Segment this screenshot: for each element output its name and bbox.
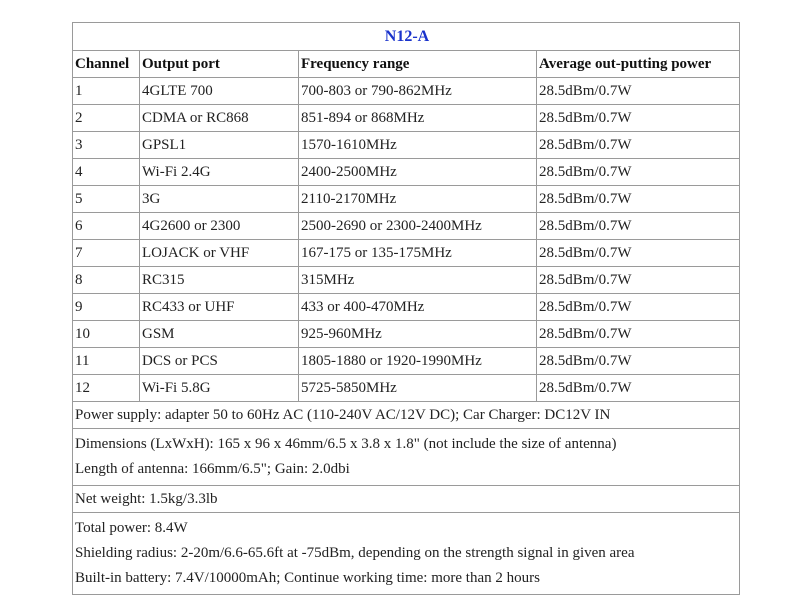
header-channel: Channel [73, 51, 140, 78]
table-row [73, 375, 740, 402]
channel-cell: 9 [73, 294, 140, 321]
frequency-cell: 167-175 or 135-175MHz [299, 240, 537, 267]
port-cell: RC433 or UHF [140, 294, 299, 321]
frequency-cell: 925-960MHz [299, 321, 537, 348]
power-cell: 28.5dBm/0.7W [537, 159, 740, 186]
table-row [73, 213, 740, 240]
frequency-cell: 700-803 or 790-862MHz [299, 78, 537, 105]
frequency-cell: 433 or 400-470MHz [299, 294, 537, 321]
dimensions-row [73, 429, 740, 486]
frequency-cell: 851-894 or 868MHz [299, 105, 537, 132]
power-cell: 28.5dBm/0.7W [537, 213, 740, 240]
table-row [73, 240, 740, 267]
port-cell: RC315 [140, 267, 299, 294]
table-row [73, 159, 740, 186]
table-row [73, 267, 740, 294]
table-row [73, 105, 740, 132]
net-weight-row [73, 486, 740, 513]
header-row [73, 51, 740, 78]
spec-table [72, 22, 740, 595]
table-row [73, 186, 740, 213]
power-cell: 28.5dBm/0.7W [537, 321, 740, 348]
port-cell: Wi-Fi 5.8G [140, 375, 299, 402]
table-title: N12-A [73, 23, 740, 51]
power-cell: 28.5dBm/0.7W [537, 267, 740, 294]
frequency-cell: 1805-1880 or 1920-1990MHz [299, 348, 537, 375]
channel-cell: 7 [73, 240, 140, 267]
header-frequency-range: Frequency range [299, 51, 537, 78]
port-cell: GPSL1 [140, 132, 299, 159]
power-cell: 28.5dBm/0.7W [537, 132, 740, 159]
battery-note: Built-in battery: 7.4V/10000mAh; Continue working time: more than 2 hours [75, 570, 540, 586]
power-cell: 28.5dBm/0.7W [537, 375, 740, 402]
port-cell: 4GLTE 700 [140, 78, 299, 105]
channel-cell: 8 [73, 267, 140, 294]
frequency-cell: 2500-2690 or 2300-2400MHz [299, 213, 537, 240]
port-cell: LOJACK or VHF [140, 240, 299, 267]
power-supply-row [73, 402, 740, 429]
power-cell: 28.5dBm/0.7W [537, 348, 740, 375]
port-cell: GSM [140, 321, 299, 348]
port-cell: 4G2600 or 2300 [140, 213, 299, 240]
power-battery-cell [73, 513, 740, 595]
frequency-cell: 1570-1610MHz [299, 132, 537, 159]
shielding-note: Shielding radius: 2-20m/6.6-65.6ft at -75dBm, depending on the strength signal in given area [75, 545, 635, 561]
net-weight-note: Net weight: 1.5kg/3.3lb [73, 486, 740, 513]
header-average-power: Average out-putting power [537, 51, 740, 78]
power-cell: 28.5dBm/0.7W [537, 294, 740, 321]
frequency-cell: 315MHz [299, 267, 537, 294]
channel-cell: 2 [73, 105, 140, 132]
title-row [73, 23, 740, 51]
channel-cell: 12 [73, 375, 140, 402]
channel-cell: 4 [73, 159, 140, 186]
table-row [73, 294, 740, 321]
channel-cell: 3 [73, 132, 140, 159]
channel-cell: 1 [73, 78, 140, 105]
power-supply-note: Power supply: adapter 50 to 60Hz AC (110-240V AC/12V DC); Car Charger: DC12V IN [73, 402, 740, 429]
table-row [73, 348, 740, 375]
header-output-port: Output port [140, 51, 299, 78]
port-cell: 3G [140, 186, 299, 213]
power-cell: 28.5dBm/0.7W [537, 105, 740, 132]
port-cell: CDMA or RC868 [140, 105, 299, 132]
port-cell: DCS or PCS [140, 348, 299, 375]
channel-cell: 11 [73, 348, 140, 375]
table-row [73, 321, 740, 348]
channel-cell: 6 [73, 213, 140, 240]
power-cell: 28.5dBm/0.7W [537, 240, 740, 267]
dimensions-note: Dimensions (LxWxH): 165 x 96 x 46mm/6.5 x 3.8 x 1.8" (not include the size of antenna) [75, 436, 617, 452]
frequency-cell: 5725-5850MHz [299, 375, 537, 402]
power-battery-row [73, 513, 740, 595]
table-row [73, 78, 740, 105]
table-row [73, 132, 740, 159]
power-cell: 28.5dBm/0.7W [537, 186, 740, 213]
port-cell: Wi-Fi 2.4G [140, 159, 299, 186]
total-power-note: Total power: 8.4W [75, 520, 188, 536]
antenna-note: Length of antenna: 166mm/6.5"; Gain: 2.0dbi [75, 461, 350, 477]
frequency-cell: 2400-2500MHz [299, 159, 537, 186]
channel-cell: 10 [73, 321, 140, 348]
dimensions-cell [73, 429, 740, 486]
power-cell: 28.5dBm/0.7W [537, 78, 740, 105]
channel-cell: 5 [73, 186, 140, 213]
frequency-cell: 2110-2170MHz [299, 186, 537, 213]
